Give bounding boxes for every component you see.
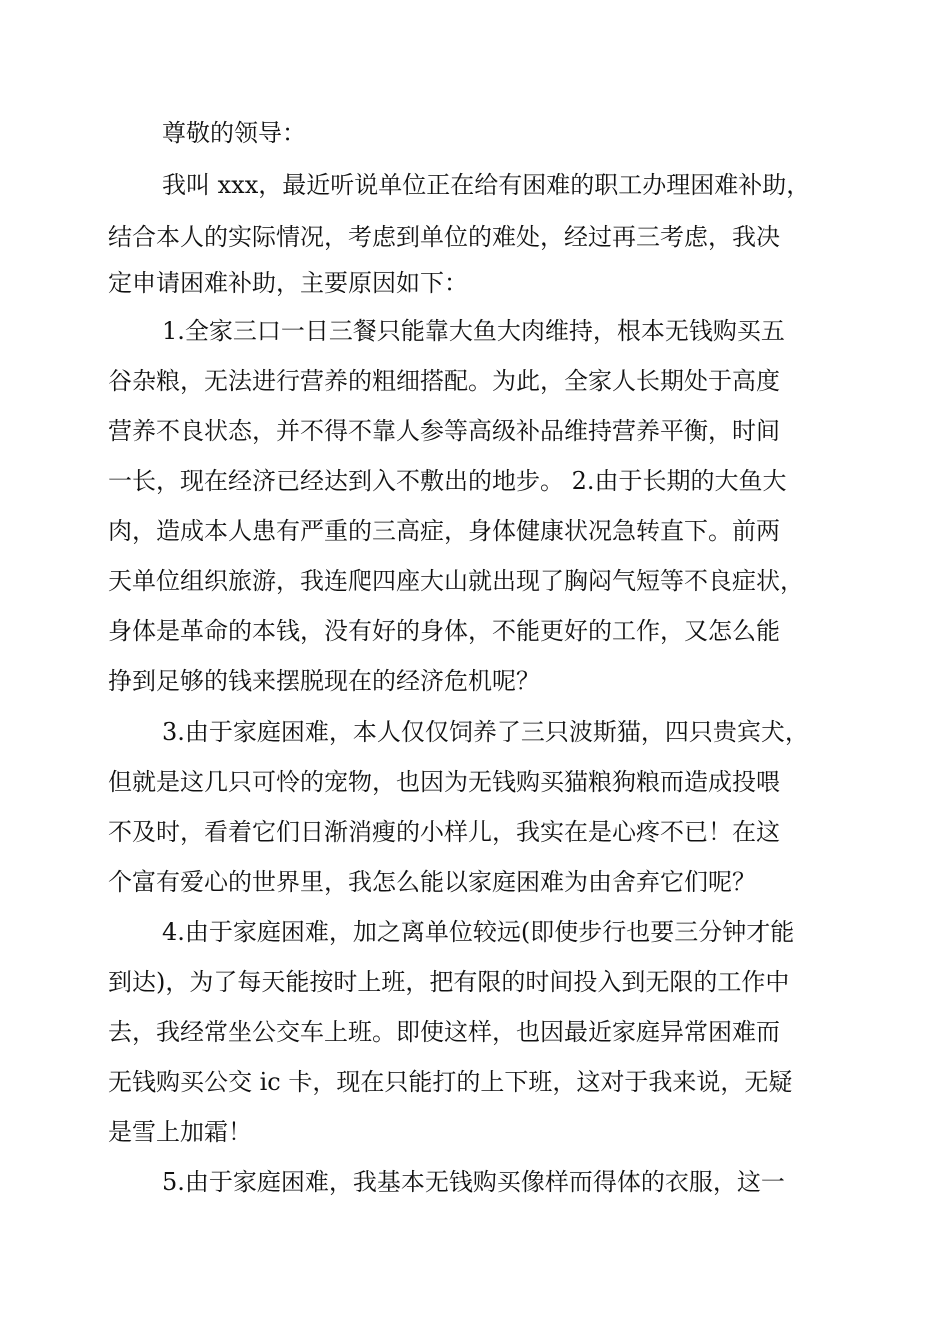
text-line: 不及时，看着它们日渐消瘦的小样儿，我实在是心疼不已！在这 (108, 818, 780, 846)
text-line: 但就是这几只可怜的宠物，也因为无钱购买猫粮狗粮而造成投喂 (108, 768, 780, 796)
text-line: 挣到足够的钱来摆脱现在的经济危机呢？ (108, 667, 540, 695)
text-line: 身体是革命的本钱，没有好的身体，不能更好的工作，又怎么能 (108, 617, 780, 645)
text-line: 到达)，为了每天能按时上班，把有限的时间投入到无限的工作中 (108, 968, 790, 996)
text-line: 无钱购买公交 ic 卡，现在只能打的上下班，这对于我来说，无疑 (108, 1068, 793, 1096)
text-line: 我叫 xxx，最近听说单位正在给有困难的职工办理困难补助， (162, 171, 811, 199)
text-line: 1.全家三口一日三餐只能靠大鱼大肉维持，根本无钱购买五 (162, 317, 785, 345)
text-line: 谷杂粮，无法进行营养的粗细搭配。为此，全家人长期处于高度 (108, 367, 780, 395)
text-line: 天单位组织旅游，我连爬四座大山就出现了胸闷气短等不良症状， (108, 567, 804, 595)
text-line: 一长，现在经济已经达到入不敷出的地步。 2.由于长期的大鱼大 (108, 467, 787, 495)
text-line: 4.由于家庭困难，加之离单位较远(即使步行也要三分钟才能 (162, 918, 795, 946)
text-line: 结合本人的实际情况，考虑到单位的难处，经过再三考虑，我决 (108, 223, 780, 251)
text-line: 去，我经常坐公交车上班。即使这样，也因最近家庭异常困难而 (108, 1018, 780, 1046)
text-line: 营养不良状态，并不得不靠人参等高级补品维持营养平衡，时间 (108, 417, 780, 445)
text-line: 5.由于家庭困难，我基本无钱购买像样而得体的衣服，这一 (162, 1168, 785, 1196)
salutation: 尊敬的领导： (162, 119, 306, 147)
text-line: 肉，造成本人患有严重的三高症，身体健康状况急转直下。前两 (108, 517, 780, 545)
text-line: 定申请困难补助，主要原因如下： (108, 269, 468, 297)
text-line: 是雪上加霜！ (108, 1118, 252, 1146)
text-line: 3.由于家庭困难，本人仅仅饲养了三只波斯猫，四只贵宾犬， (162, 718, 809, 746)
text-line: 个富有爱心的世界里，我怎么能以家庭困难为由舍弃它们呢？ (108, 868, 756, 896)
